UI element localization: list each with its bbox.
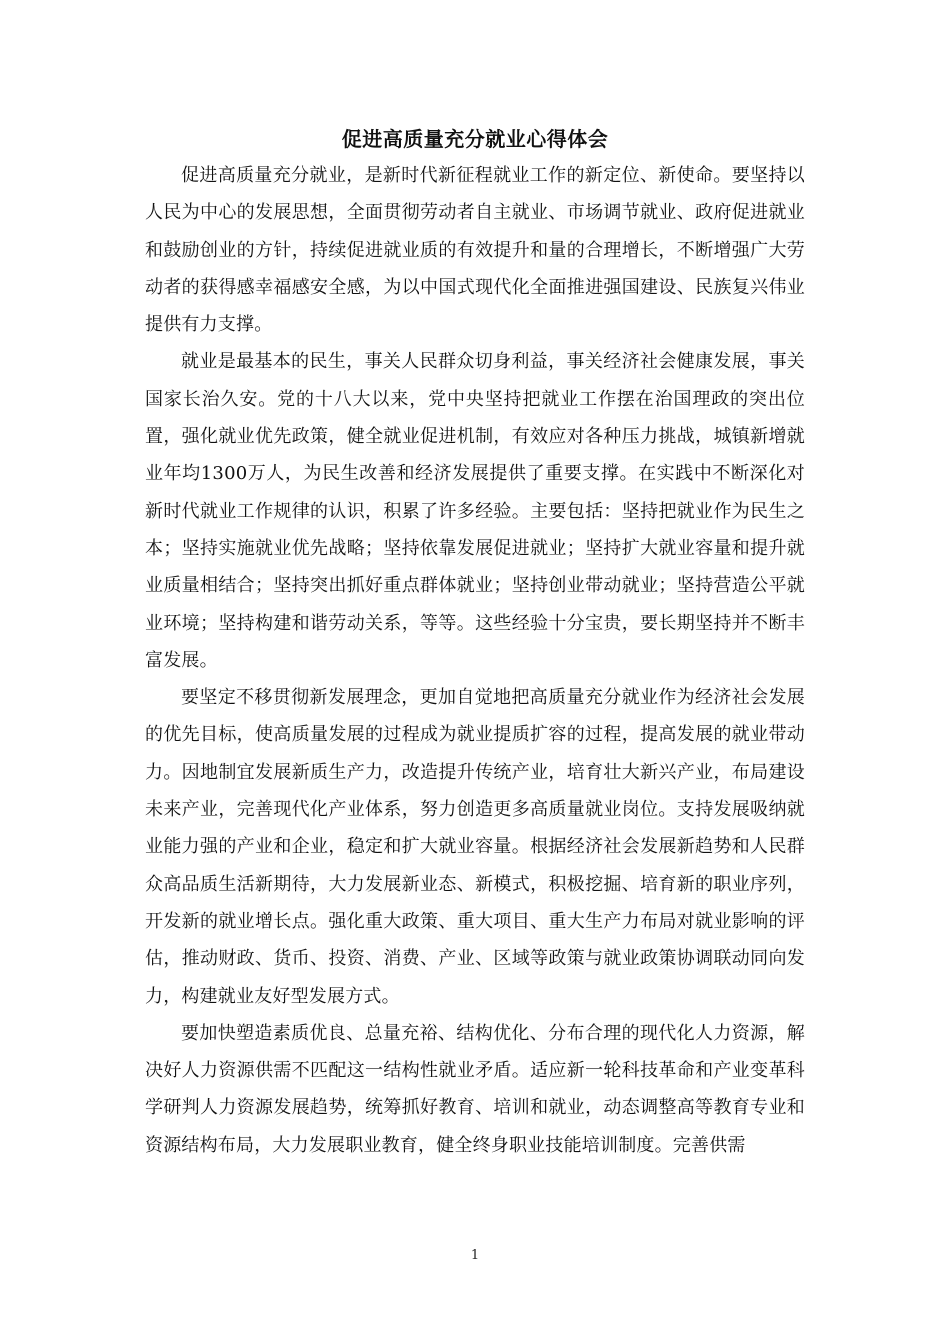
paragraph-1: 促进高质量充分就业，是新时代新征程就业工作的新定位、新使命。要坚持以人民为中心的发展思想，全面贯彻劳动者自主就业、市场调节就业、政府促进就业和鼓励创业的方针，持续促进就业质的有效提升和量的合理增长，不断增强广大劳动者的获得感幸福感安全感，为以中国式现代化全面推进强国建设、民族复兴伟业提供有力支撑。 [145, 165, 805, 336]
page-number: 1 [470, 1248, 480, 1263]
document-body [145, 157, 805, 1164]
paragraph-2: 就业是最基本的民生，事关人民群众切身利益，事关经济社会健康发展，事关国家长治久安。党的十八大以来，党中央坚持把就业工作摆在治国理政的突出位置，强化就业优先政策，健全就业促进机制，有效应对各种压力挑战，城镇新增就业年均1300万人，为民生改善和经济发展提供了重要支撑。在实践中不断深化对新时代就业工作规律的认识，积累了许多经验。主要包括：坚持把就业作为民生之本；坚持实施就业优先战略；坚持依靠发展促进就业；坚持扩大就业容量和提升就业质量相结合；坚持突出抓好重点群体就业；坚持创业带动就业；坚持营造公平就业环境；坚持构建和谐劳动关系，等等。这些经验十分宝贵，要长期坚持并不断丰富发展。 [145, 351, 805, 671]
paragraph-3: 要坚定不移贯彻新发展理念，更加自觉地把高质量充分就业作为经济社会发展的优先目标，使高质量发展的过程成为就业提质扩容的过程，提高发展的就业带动力。因地制宜发展新质生产力，改造提升传统产业，培育壮大新兴产业，布局建设未来产业，完善现代化产业体系，努力创造更多高质量就业岗位。支持发展吸纳就业能力强的产业和企业，稳定和扩大就业容量。根据经济社会发展新趋势和人民群众高品质生活新期待，大力发展新业态、新模式，积极挖掘、培育新的职业序列，开发新的就业增长点。强化重大政策、重大项目、重大生产力布局对就业影响的评估，推动财政、货币、投资、消费、产业、区域等政策与就业政策协调联动同向发力，构建就业友好型发展方式。 [145, 687, 805, 1007]
document-title: 促进高质量充分就业心得体会 [341, 127, 609, 151]
paragraph-4: 要加快塑造素质优良、总量充裕、结构优化、分布合理的现代化人力资源，解决好人力资源供需不匹配这一结构性就业矛盾。适应新一轮科技革命和产业变革科学研判人力资源发展趋势，统筹抓好教育、培训和就业，动态调整高等教育专业和资源结构布局，大力发展职业教育，健全终身职业技能培训制度。完善供需 [145, 1022, 805, 1156]
